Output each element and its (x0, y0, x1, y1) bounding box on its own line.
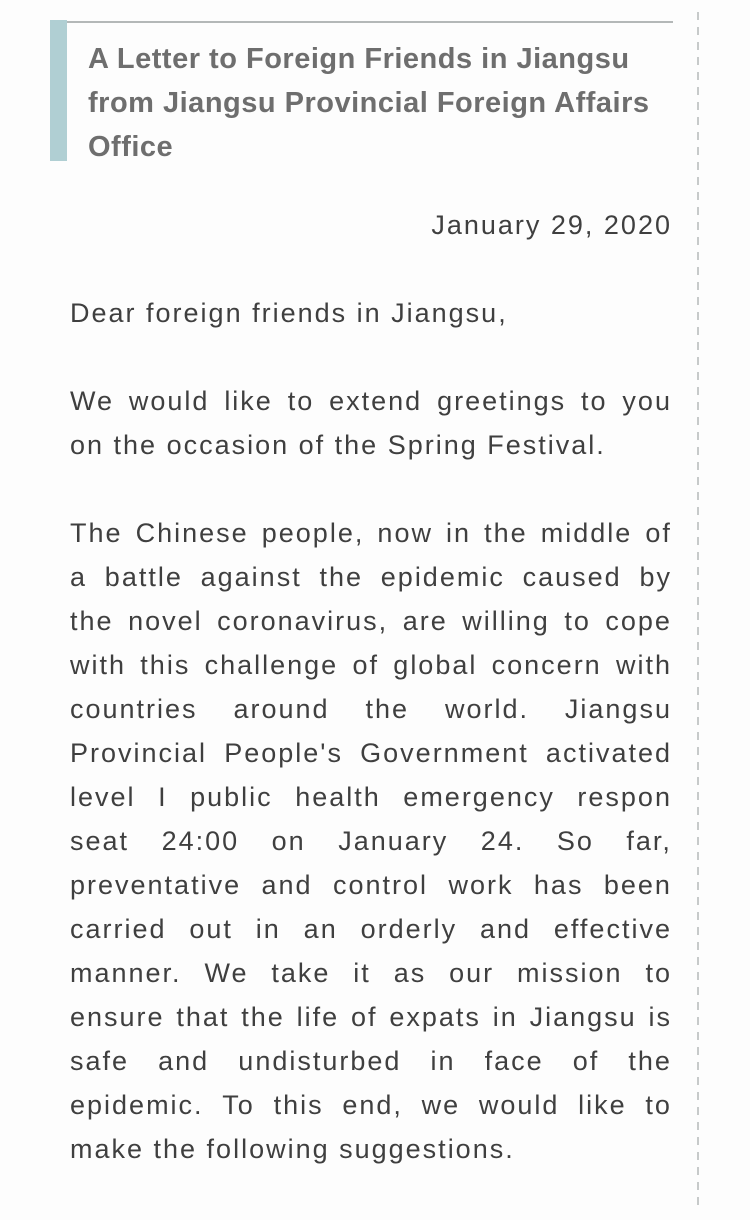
text-line: safe and undisturbed in face of the (70, 1046, 672, 1076)
text-line: ensure that the life of expats in Jiangsu is (70, 1002, 672, 1032)
text-line: We would like to extend greetings to you (70, 386, 672, 416)
letter-body (70, 379, 672, 1171)
letter-date: January 29, 2020 (431, 210, 672, 240)
text-line: make the following suggestions. (70, 1134, 515, 1164)
text-line: the novel coronavirus, are willing to cope (70, 606, 672, 636)
text-line: a battle against the epidemic caused by (70, 562, 672, 592)
right-dashed-divider (697, 12, 699, 1208)
title-accent-bar (50, 20, 67, 161)
text-line: on the occasion of the Spring Festival. (70, 430, 606, 460)
text-line: seat 24:00 on January 24. So far, (70, 826, 672, 856)
paragraph (70, 511, 672, 1171)
text-line: Provincial People's Government activated (70, 738, 672, 768)
text-line: with this challenge of global concern with (70, 650, 672, 680)
letter-salutation: Dear foreign friends in Jiangsu, (70, 298, 508, 328)
page-title-line: from Jiangsu Provincial Foreign Affairs (88, 87, 650, 119)
text-line: The Chinese people, now in the middle of (70, 518, 672, 548)
text-line: countries around the world. Jiangsu (70, 694, 672, 724)
top-horizontal-rule (67, 21, 673, 23)
text-line: epidemic. To this end, we would like to (70, 1090, 672, 1120)
page-title-line: A Letter to Foreign Friends in Jiangsu (88, 43, 630, 75)
paragraph (70, 379, 672, 467)
text-line: level I public health emergency respon (70, 782, 672, 812)
page-title-line: Office (88, 131, 174, 163)
text-line: manner. We take it as our mission to (70, 958, 672, 988)
text-line: preventative and control work has been (70, 870, 672, 900)
page-title (88, 37, 688, 169)
text-line: carried out in an orderly and effective (70, 914, 672, 944)
letter-content (70, 203, 672, 1171)
